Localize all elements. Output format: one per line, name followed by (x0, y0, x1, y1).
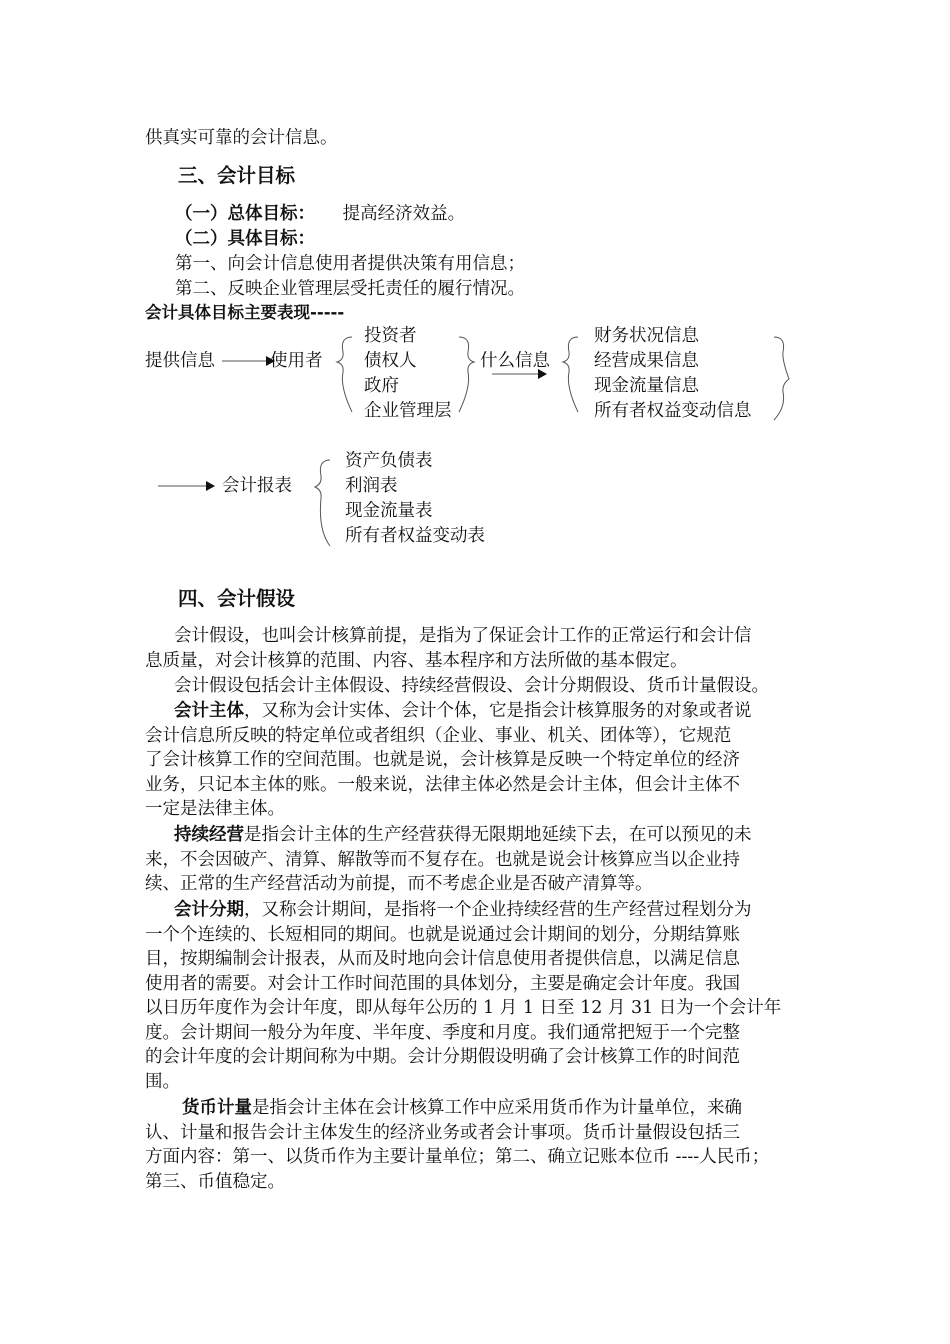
diagram-info-equity: 所有者权益变动信息 (594, 401, 752, 421)
diagram-report-income: 利润表 (345, 476, 398, 496)
overall-goal-label: （一）总体目标： (175, 204, 315, 224)
paragraph-entity: 会计主体，又称为会计实体、会计个体，它是指会计核算服务的对象或者说 会计信息所反映的特定单位或者组织（企业、事业、机关、团体等），它规范 了会计核算工作的空间范围。也就是说，会计核算是反映一个特定单位的经济 业务，只记本主体的账。一般来说，法律主体必然是会计主体，但会计主体不 一定是法律主体。 (145, 701, 752, 819)
brace-info-left (563, 337, 578, 412)
brace-info-right (774, 337, 789, 420)
diagram-user-management: 企业管理层 (364, 401, 452, 421)
arrowhead-3 (206, 481, 215, 491)
paragraph-definition: 会计假设，也叫会计核算前提，是指为了保证会计工作的正常运行和会计信 息质量，对会计核算的范围、内容、基本程序和方法所做的基本假定。 (145, 626, 752, 671)
diagram-user-government: 政府 (364, 376, 399, 396)
brace-users-left (337, 337, 352, 412)
paragraph-money: 货币计量是指会计主体在会计核算工作中应采用货币作为计量单位，来确 认、计量和报告会计主体发生的经济业务或者会计事项。货币计量假设包括三 方面内容：第一、以货币作为主要计量单位；第二、确立记账本位币 ----人民币； 第三、币值稳定。 (145, 1098, 770, 1192)
diagram-what-info: 什么信息 (480, 351, 550, 371)
specific-goal-label: （二）具体目标： (175, 229, 315, 249)
brace-users-right (459, 337, 474, 412)
goal-item-2: 第二、反映企业管理层受托责任的履行情况。 (175, 279, 525, 299)
diagram-info-results: 经营成果信息 (594, 351, 699, 371)
section4-heading: 四、会计假设 (178, 587, 296, 610)
diagram-provide-info: 提供信息 (145, 351, 215, 371)
diagram-report-cashflow: 现金流量表 (345, 501, 433, 521)
diagram-reports-label: 会计报表 (222, 476, 292, 496)
diagram-user-creditor: 债权人 (364, 351, 417, 371)
diagram-info-financial: 财务状况信息 (594, 326, 699, 346)
diagram-report-equity: 所有者权益变动表 (345, 526, 485, 546)
section3-heading: 三、会计目标 (178, 164, 296, 187)
diagram-report-balance: 资产负债表 (345, 451, 433, 471)
term-money: 货币计量 (182, 1098, 252, 1118)
diagram-users-label: 使用者 (270, 351, 323, 371)
paragraph-going-concern: 持续经营是指会计主体的生产经营获得无限期地延续下去，在可以预见的未 来，不会因破产、清算、解散等而不复存在。也就是说会计核算应当以企业持 续、正常的生产经营活动为前提，而不考虑企业是否破产清算等。 (145, 825, 752, 894)
diagram-connectors (0, 0, 950, 560)
diagram-info-cashflow: 现金流量信息 (594, 376, 699, 396)
brace-reports-left (315, 460, 330, 546)
overall-goal-value: 提高经济效益。 (342, 204, 466, 224)
intro-tail-text: 供真实可靠的会计信息。 (145, 128, 338, 148)
term-periods: 会计分期 (174, 900, 244, 920)
diagram-user-investor: 投资者 (364, 326, 417, 346)
paragraph-assumptions-list: 会计假设包括会计主体假设、持续经营假设、会计分期假设、货币计量假设。 (174, 676, 769, 696)
paragraph-periods: 会计分期，又称会计期间，是指将一个企业持续经营的生产经营过程划分为 一个个连续的、长短相同的期间。也就是说通过会计期间的划分，分期结算账 目，按期编制会计报表，从而及时地向会计信息使用者提供信息，以满足信息 使用者的需要。对会计工作时间范围的具体划分，主要是确定会计年度。我国 以日历年度作为会计年度，即从每年公历的 1 月 1 日至 12 月 31 日为一个会计年 度。会计期间一般分为年度、半年度、季度和月度。我们通常把短于一个完整 的会计年度的会计期间称为中期。会计分期假设明确了会计核算工作的时间范 围。 (145, 900, 782, 1092)
diagram-title: 会计具体目标主要表现----- (145, 303, 345, 322)
term-going-concern: 持续经营 (174, 825, 244, 845)
goal-item-1: 第一、向会计信息使用者提供决策有用信息； (175, 254, 525, 274)
term-entity: 会计主体 (174, 701, 244, 721)
